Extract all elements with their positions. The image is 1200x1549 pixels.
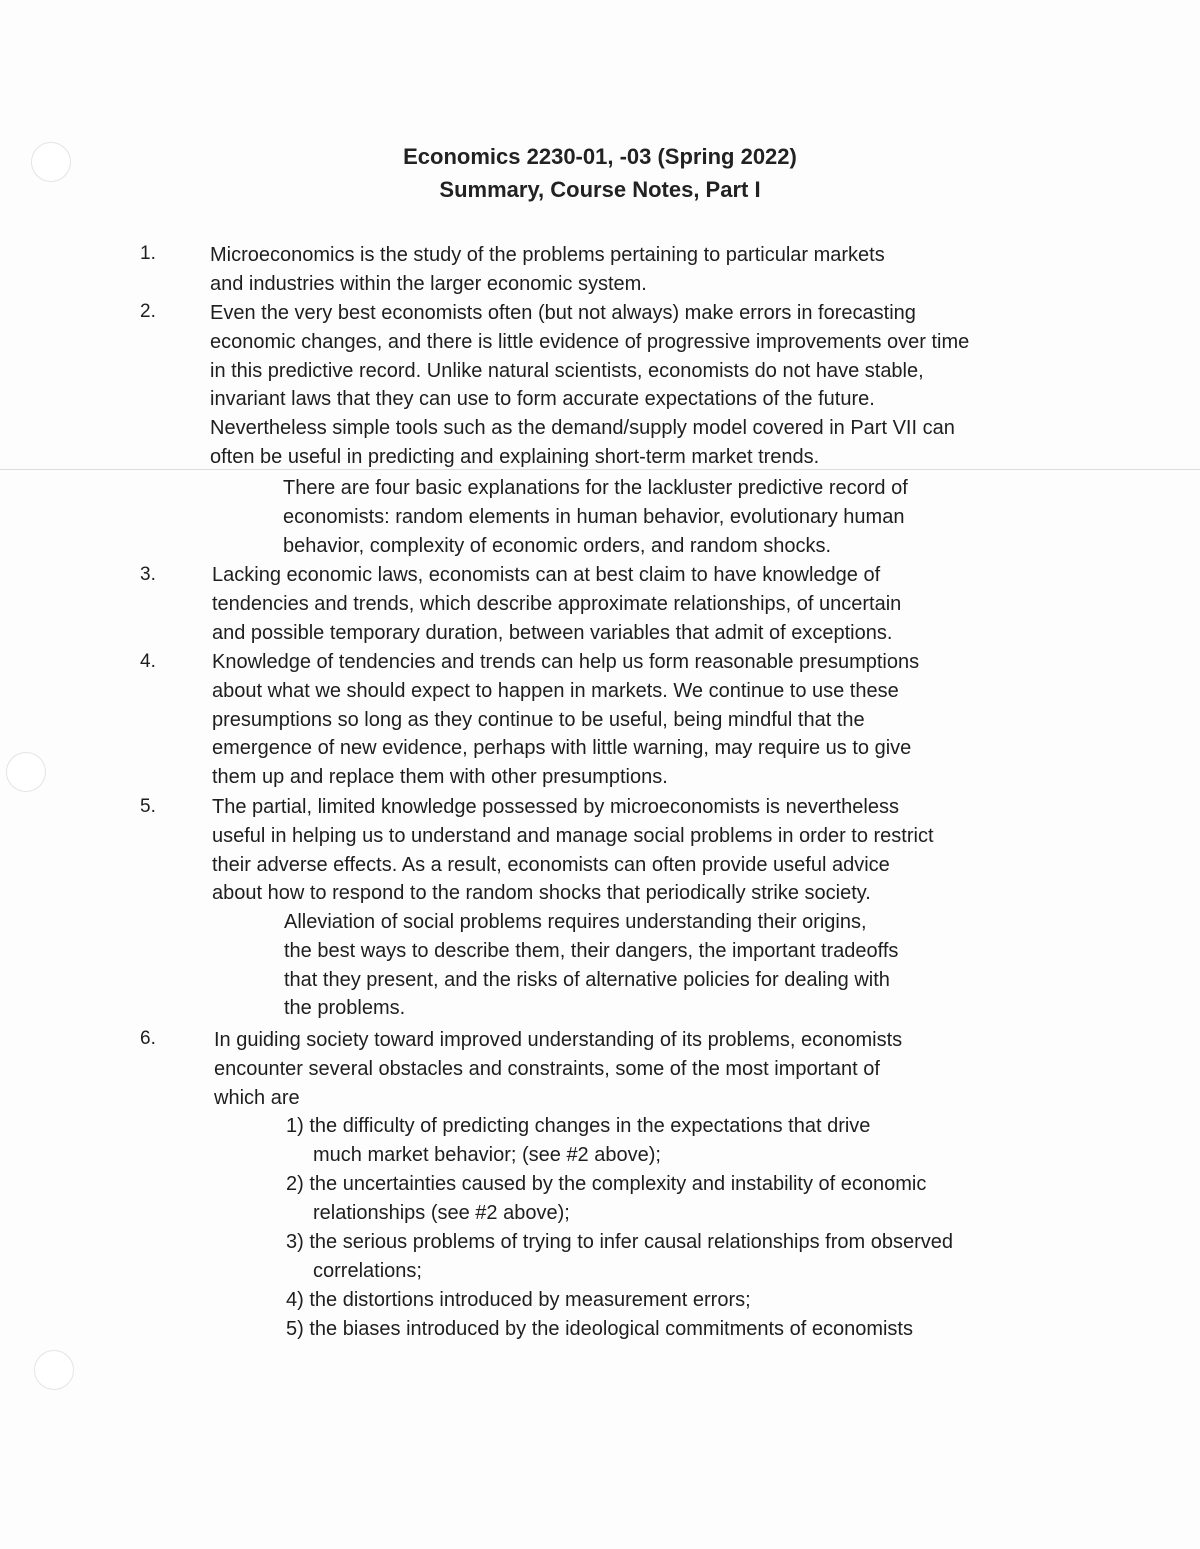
obstacle-list [286, 1112, 953, 1344]
title-line-2: Summary, Course Notes, Part I [439, 177, 761, 202]
item-5-note [284, 908, 898, 1023]
text-line: presumptions so long as they continue to be useful, being mindful that the [212, 708, 865, 731]
text-line: that they present, and the risks of alternative policies for dealing with [284, 968, 890, 991]
item-number: 5. [140, 796, 156, 817]
text-line: the best ways to describe them, their dangers, the important tradeoffs [284, 939, 899, 962]
document-title [0, 140, 1200, 206]
text-line: and industries within the larger economic system. [210, 272, 647, 295]
item-3-text [212, 561, 901, 647]
text-line: Alleviation of social problems requires understanding their origins, [284, 911, 867, 933]
text-line: There are four basic explanations for the lackluster predictive record of [283, 477, 908, 499]
item-4-text [212, 648, 919, 792]
text-line: about how to respond to the random shocks that periodically strike society. [212, 882, 871, 905]
text-line: about what we should expect to happen in markets. We continue to use these [212, 679, 899, 702]
text-line: their adverse effects. As a result, economists can often provide useful advice [212, 853, 890, 876]
text-line: invariant laws that they can use to form accurate expectations of the future. [210, 388, 875, 411]
obstacle-2-line-2: relationships (see #2 above); [313, 1202, 570, 1224]
text-line: Nevertheless simple tools such as the demand/supply model covered in Part VII can [210, 417, 955, 440]
item-2-note [283, 474, 908, 560]
text-line: useful in helping us to understand and manage social problems in order to restrict [212, 824, 934, 847]
text-line: in this predictive record. Unlike natural scientists, economists do not have stable, [210, 359, 924, 382]
title-line-1: Economics 2230-01, -03 (Spring 2022) [403, 144, 797, 169]
text-line: emergence of new evidence, perhaps with little warning, may require us to give [212, 737, 912, 760]
item-number: 1. [140, 243, 156, 264]
obstacle-1-line-2: much market behavior; (see #2 above); [313, 1144, 661, 1166]
item-number: 6. [140, 1028, 156, 1049]
text-line: Lacking economic laws, economists can at best claim to have knowledge of [212, 564, 881, 586]
item-number: 4. [140, 651, 156, 672]
item-6-text [214, 1026, 902, 1112]
text-line: economic changes, and there is little evidence of progressive improvements over time [210, 330, 970, 353]
item-number: 2. [140, 301, 156, 322]
item-2-text [210, 299, 969, 472]
obstacle-3-line-1: 3) the serious problems of trying to infer causal relationships from observed [286, 1231, 953, 1253]
obstacle-4: 4) the distortions introduced by measurement errors; [286, 1289, 751, 1311]
text-line: The partial, limited knowledge possessed by microeconomists is nevertheless [212, 796, 899, 818]
text-line: and possible temporary duration, between variables that admit of exceptions. [212, 621, 893, 644]
text-line: encounter several obstacles and constraints, some of the most important of [214, 1057, 880, 1080]
text-line: which are [214, 1086, 300, 1109]
text-line: Even the very best economists often (but not always) make errors in forecasting [210, 302, 916, 324]
punch-hole-bottom [34, 1350, 74, 1390]
obstacle-3-line-2: correlations; [313, 1260, 422, 1282]
obstacle-2-line-1: 2) the uncertainties caused by the complexity and instability of economic [286, 1173, 927, 1195]
text-line: often be useful in predicting and explaining short-term market trends. [210, 445, 820, 468]
item-number: 3. [140, 564, 156, 585]
text-line: Microeconomics is the study of the problems pertaining to particular markets [210, 244, 885, 266]
item-5-text [212, 793, 934, 908]
text-line: In guiding society toward improved understanding of its problems, economists [214, 1029, 903, 1051]
obstacle-1-line-1: 1) the difficulty of predicting changes in the expectations that drive [286, 1115, 871, 1137]
text-line: the problems. [284, 997, 406, 1020]
text-line: Knowledge of tendencies and trends can help us form reasonable presumptions [212, 651, 920, 673]
item-1-text [210, 241, 885, 299]
obstacle-5: 5) the biases introduced by the ideological commitments of economists [286, 1318, 913, 1340]
text-line: behavior, complexity of economic orders, and random shocks. [283, 534, 832, 557]
text-line: tendencies and trends, which describe approximate relationships, of uncertain [212, 592, 902, 615]
text-line: economists: random elements in human behavior, evolutionary human [283, 505, 905, 528]
punch-hole-middle [6, 752, 46, 792]
text-line: them up and replace them with other presumptions. [212, 766, 668, 789]
